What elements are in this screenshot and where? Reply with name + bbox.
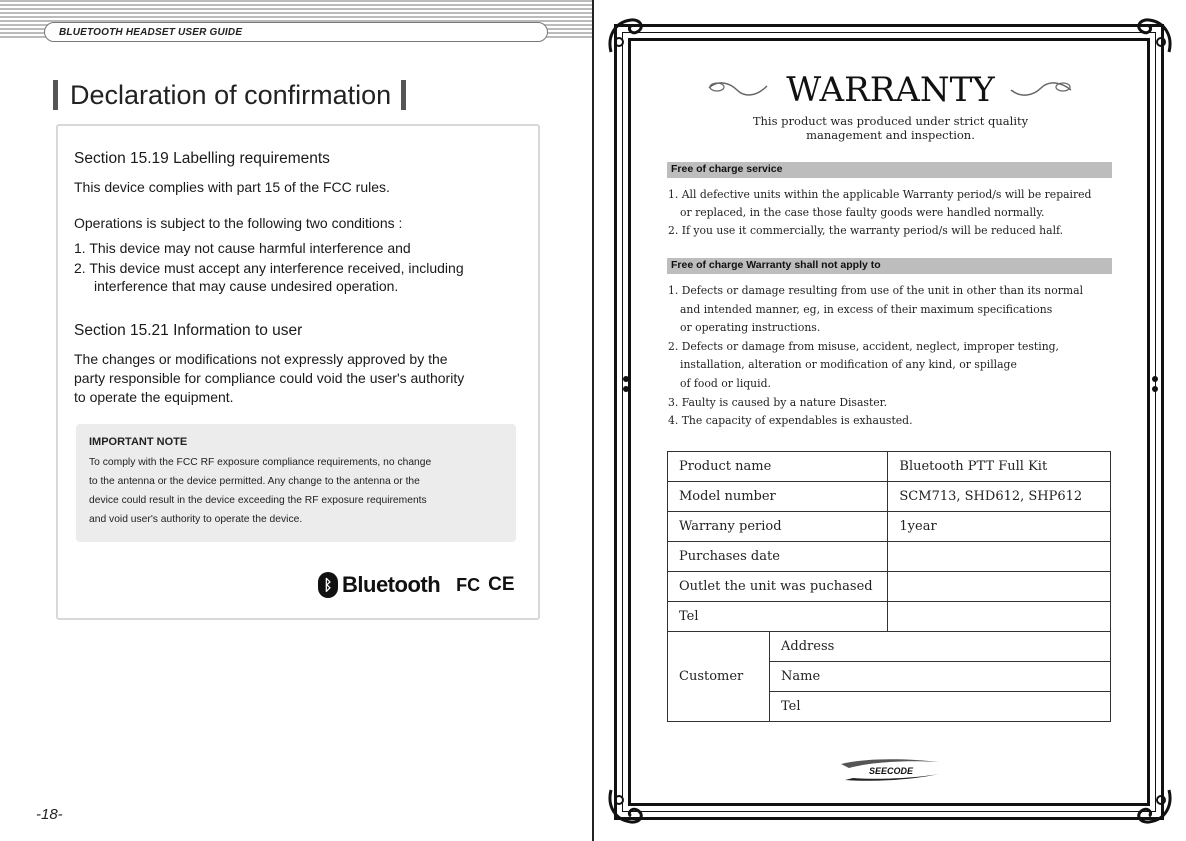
side-ornament-icon xyxy=(1150,374,1160,394)
ce-logo: CE xyxy=(488,574,515,595)
fcc-logo: FC xyxy=(456,574,481,595)
side-ornament-icon xyxy=(621,374,631,394)
not-apply-line: 2. Defects or damage from misuse, accident, neglect, improper testing, xyxy=(668,340,1059,353)
important-note-title: IMPORTANT NOTE xyxy=(89,436,188,448)
not-apply-line: of food or liquid. xyxy=(680,377,771,390)
book-spine xyxy=(592,0,594,841)
purchase-date-label: Purchases date xyxy=(668,542,888,572)
not-apply-line: or operating instructions. xyxy=(680,321,821,334)
model-number-label: Model number xyxy=(668,482,888,512)
free-service-line: or replaced, in the case those faulty goods were handled normally. xyxy=(680,206,1045,219)
customer-address-label: Address xyxy=(770,632,1111,662)
section-15-19-heading: Section 15.19 Labelling requirements xyxy=(74,150,330,167)
section1-item2b: interference that may cause undesired operation. xyxy=(94,278,399,294)
warranty-info-table xyxy=(667,451,1111,722)
not-apply-line: 3. Faulty is caused by a nature Disaster. xyxy=(668,396,888,409)
section1-item1: 1. This device may not cause harmful interference and xyxy=(74,240,411,256)
tel-label: Tel xyxy=(668,602,888,632)
not-apply-line: installation, alteration or modification of any kind, or spillage xyxy=(680,358,1017,371)
table-row xyxy=(668,452,1111,482)
section1-line2: Operations is subject to the following two conditions : xyxy=(74,215,403,231)
table-row xyxy=(668,512,1111,542)
model-number-value: SCM713, SHD612, SHP612 xyxy=(888,482,1111,512)
outlet-label: Outlet the unit was puchased xyxy=(668,572,888,602)
free-service-heading: Free of charge service xyxy=(671,163,783,175)
free-service-line: 1. All defective units within the applicable Warranty period/s will be repaired xyxy=(668,188,1092,201)
section1-line1: This device complies with part 15 of the FCC rules. xyxy=(74,179,390,195)
customer-name-label: Name xyxy=(770,662,1111,692)
tel-value xyxy=(888,602,1111,632)
declaration-box xyxy=(56,124,540,620)
table-row xyxy=(668,602,1111,632)
header-label: BLUETOOTH HEADSET USER GUIDE xyxy=(59,27,243,38)
not-apply-line: and intended manner, eg, in excess of their maximum specifications xyxy=(680,303,1053,316)
section2-line2: party responsible for compliance could void the user's authority xyxy=(74,370,465,386)
title-swirl-right-icon xyxy=(1009,78,1073,100)
purchase-date-value xyxy=(888,542,1111,572)
table-row xyxy=(668,632,1111,662)
note-line: device could result in the device exceeding the RF exposure requirements xyxy=(89,495,427,506)
section1-item2a: 2. This device must accept any interference received, including xyxy=(74,260,464,276)
free-service-line: 2. If you use it commercially, the warranty period/s will be reduced half. xyxy=(668,224,1064,237)
section2-line3: to operate the equipment. xyxy=(74,389,234,405)
important-note-box xyxy=(76,424,516,542)
corner-ornament-icon xyxy=(605,784,647,826)
page-title-text: Declaration of confirmation xyxy=(70,79,392,110)
title-bar-right xyxy=(401,80,406,110)
seecode-logo xyxy=(835,756,945,784)
note-line: and void user's authority to operate the device. xyxy=(89,514,303,525)
warranty-period-label: Warrany period xyxy=(668,512,888,542)
customer-label: Customer xyxy=(668,632,770,722)
note-line: to the antenna or the device permitted. Any change to the antenna or the xyxy=(89,476,420,487)
header-tab xyxy=(44,22,548,42)
not-apply-heading: Free of charge Warranty shall not apply to xyxy=(671,259,881,271)
free-service-bar xyxy=(667,162,1112,178)
warranty-title: WARRANTY xyxy=(786,70,995,110)
not-apply-line: 4. The capacity of expendables is exhausted. xyxy=(668,414,913,427)
product-name-label: Product name xyxy=(668,452,888,482)
corner-ornament-icon xyxy=(605,16,647,58)
page-title xyxy=(53,80,406,110)
seecode-brand-text: SEECODE xyxy=(868,766,914,776)
certification-logos xyxy=(318,570,515,600)
warranty-subtitle-line1: This product was produced under strict quality xyxy=(752,114,1029,128)
table-row xyxy=(668,482,1111,512)
table-row xyxy=(668,572,1111,602)
page-number: -18- xyxy=(36,806,63,823)
outlet-value xyxy=(888,572,1111,602)
bluetooth-icon: ᛒ xyxy=(318,572,338,598)
bluetooth-logo: Bluetooth xyxy=(342,572,441,597)
customer-tel-label: Tel xyxy=(770,692,1111,722)
not-apply-line: 1. Defects or damage resulting from use of the unit in other than its normal xyxy=(668,284,1084,297)
corner-ornament-icon xyxy=(1133,16,1175,58)
warranty-period-value: 1year xyxy=(888,512,1111,542)
table-row xyxy=(668,542,1111,572)
corner-ornament-icon xyxy=(1133,784,1175,826)
product-name-value: Bluetooth PTT Full Kit xyxy=(888,452,1111,482)
section2-line1: The changes or modifications not expressly approved by the xyxy=(74,351,448,367)
section-15-21-heading: Section 15.21 Information to user xyxy=(74,322,303,339)
right-page xyxy=(595,0,1186,841)
note-line: To comply with the FCC RF exposure compliance requirements, no change xyxy=(89,457,432,468)
not-apply-bar xyxy=(667,258,1112,274)
warranty-subtitle-line2: management and inspection. xyxy=(806,128,975,142)
